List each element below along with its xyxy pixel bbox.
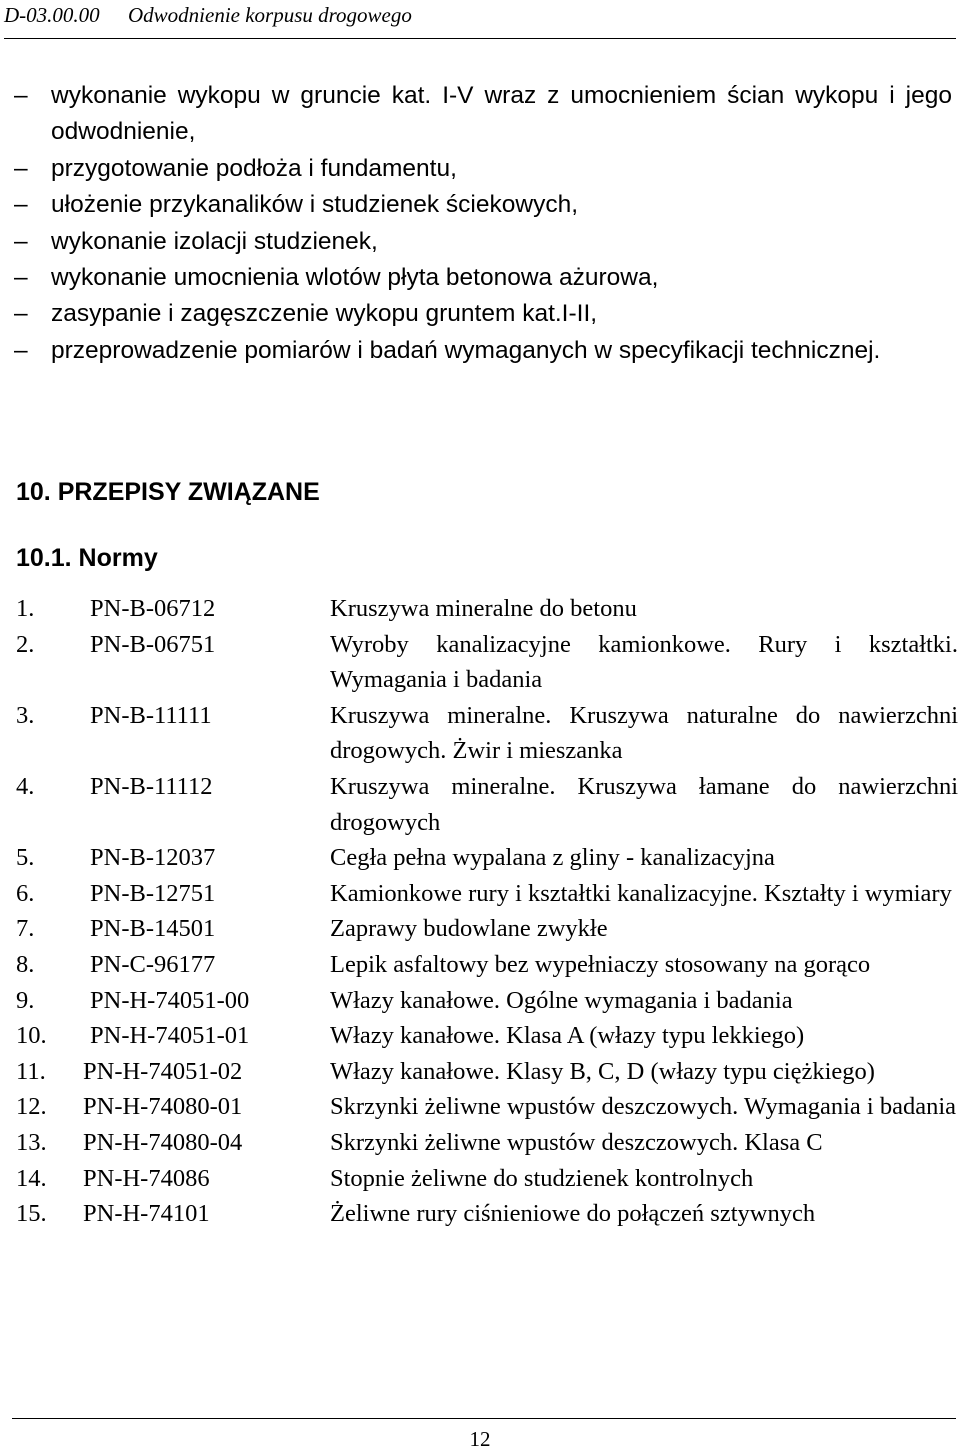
footer-divider — [12, 1418, 956, 1419]
list-item-text: wykonanie wykopu w gruncie kat. I-V wraz z umocnieniem ścian wykopu i jego odwodnienie, — [51, 82, 952, 146]
standard-row — [16, 947, 958, 983]
standard-row — [16, 627, 958, 698]
dash-bullet: – — [14, 336, 28, 364]
standard-row — [16, 1089, 958, 1125]
list-item — [14, 187, 952, 223]
section-heading: 10. PRZEPISY ZWIĄZANE — [16, 478, 320, 506]
standard-number: 8. — [16, 950, 35, 978]
standard-row — [16, 591, 958, 627]
standard-description: Włazy kanałowe. Ogólne wymagania i badania — [330, 986, 793, 1014]
standard-row — [16, 698, 958, 769]
standard-row — [16, 1196, 958, 1232]
standards-list — [16, 591, 958, 1232]
dash-bullet: – — [14, 227, 28, 255]
standard-number: 9. — [16, 986, 35, 1014]
document-code: D-03.00.00 — [4, 3, 100, 27]
standard-code: PN-H-74080-04 — [83, 1128, 243, 1156]
standard-description: Lepik asfaltowy bez wypełniaczy stosowany na gorąco — [330, 950, 871, 978]
standard-description: Skrzynki żeliwne wpustów deszczowych. Wymagania i badania — [330, 1093, 957, 1121]
standard-row — [16, 769, 958, 840]
dash-bullet: – — [14, 191, 28, 219]
standard-number: 2. — [16, 630, 35, 658]
standard-code: PN-H-74051-02 — [83, 1057, 243, 1085]
header-divider — [4, 38, 956, 39]
dash-bullet: – — [14, 300, 28, 328]
standard-description: Kruszywa mineralne. Kruszywa łamane do nawierzchni drogowych — [330, 772, 958, 836]
work-scope-list — [14, 78, 952, 369]
list-item-text: wykonanie umocnienia wlotów płyta betonowa ażurowa, — [51, 264, 659, 292]
standard-description: Kruszywa mineralne do betonu — [330, 595, 637, 622]
standard-number: 7. — [16, 915, 35, 943]
standard-number: 5. — [16, 844, 35, 872]
list-item — [14, 333, 952, 369]
standard-number: 15. — [16, 1200, 47, 1228]
standard-row — [16, 1161, 958, 1197]
standard-code: PN-B-06751 — [90, 630, 216, 658]
list-item — [14, 224, 952, 260]
standard-code: PN-B-12751 — [90, 879, 216, 907]
standard-code: PN-H-74051-01 — [90, 1022, 250, 1050]
dash-bullet: – — [14, 264, 28, 292]
document-title: Odwodnienie korpusu drogowego — [128, 3, 412, 27]
standard-row — [16, 1018, 958, 1054]
standard-description: Wyroby kanalizacyjne kamionkowe. Rury i kształtki. Wymagania i badania — [330, 630, 958, 694]
standard-description: Włazy kanałowe. Klasa A (włazy typu lekkiego) — [330, 1022, 805, 1050]
standard-code: PN-H-74086 — [83, 1164, 210, 1192]
standard-row — [16, 1054, 958, 1090]
standard-description: Skrzynki żeliwne wpustów deszczowych. Klasa C — [330, 1128, 823, 1156]
standard-code: PN-H-74080-01 — [83, 1093, 243, 1121]
standard-row — [16, 876, 958, 912]
standard-number: 10. — [16, 1022, 47, 1050]
list-item-text: ułożenie przykanalików i studzienek ściekowych, — [51, 191, 579, 219]
subsection-heading: 10.1. Normy — [16, 544, 158, 572]
dash-bullet: – — [14, 154, 28, 182]
standard-number: 12. — [16, 1093, 47, 1121]
page-number: 12 — [469, 1427, 491, 1451]
list-item — [14, 260, 952, 296]
list-item-text: przygotowanie podłoża i fundamentu, — [51, 154, 457, 182]
standard-number: 14. — [16, 1164, 47, 1192]
standard-code: PN-B-14501 — [90, 915, 216, 943]
standard-code: PN-H-74051-00 — [90, 986, 250, 1014]
list-item — [14, 78, 952, 151]
standard-code: PN-C-96177 — [90, 950, 216, 978]
standard-description: Cegła pełna wypalana z gliny - kanalizacyjna — [330, 844, 775, 872]
standard-row — [16, 840, 958, 876]
standard-code: PN-B-11111 — [90, 701, 212, 729]
standard-row — [16, 983, 958, 1019]
standard-description: Kruszywa mineralne. Kruszywa naturalne do nawierzchni drogowych. Żwir i mieszanka — [330, 701, 958, 765]
standard-number: 13. — [16, 1128, 47, 1156]
list-item-text: zasypanie i zagęszczenie wykopu gruntem kat.I-II, — [51, 300, 598, 328]
standard-number: 11. — [16, 1057, 46, 1085]
standard-code: PN-H-74101 — [83, 1200, 210, 1228]
standard-number: 1. — [16, 595, 35, 622]
dash-bullet: – — [14, 82, 28, 109]
standard-code: PN-B-12037 — [90, 844, 216, 872]
standard-description: Kamionkowe rury i kształtki kanalizacyjne. Kształty i wymiary — [330, 879, 952, 907]
standard-code: PN-B-11112 — [90, 772, 213, 800]
list-item-text: przeprowadzenie pomiarów i badań wymaganych w specyfikacji technicznej. — [51, 336, 881, 364]
page-header — [4, 0, 956, 30]
standard-description: Włazy kanałowe. Klasy B, C, D (włazy typu ciężkiego) — [330, 1057, 875, 1085]
standard-description: Zaprawy budowlane zwykłe — [330, 915, 608, 943]
standard-number: 3. — [16, 701, 35, 729]
standard-description: Żeliwne rury ciśnieniowe do połączeń sztywnych — [330, 1200, 816, 1228]
standard-number: 4. — [16, 772, 35, 800]
list-item — [14, 151, 952, 187]
standard-number: 6. — [16, 879, 35, 907]
standard-row — [16, 1125, 958, 1161]
list-item — [14, 296, 952, 332]
list-item-text: wykonanie izolacji studzienek, — [51, 227, 378, 255]
standard-description: Stopnie żeliwne do studzienek kontrolnych — [330, 1164, 754, 1192]
standard-row — [16, 911, 958, 947]
standard-code: PN-B-06712 — [90, 595, 216, 622]
